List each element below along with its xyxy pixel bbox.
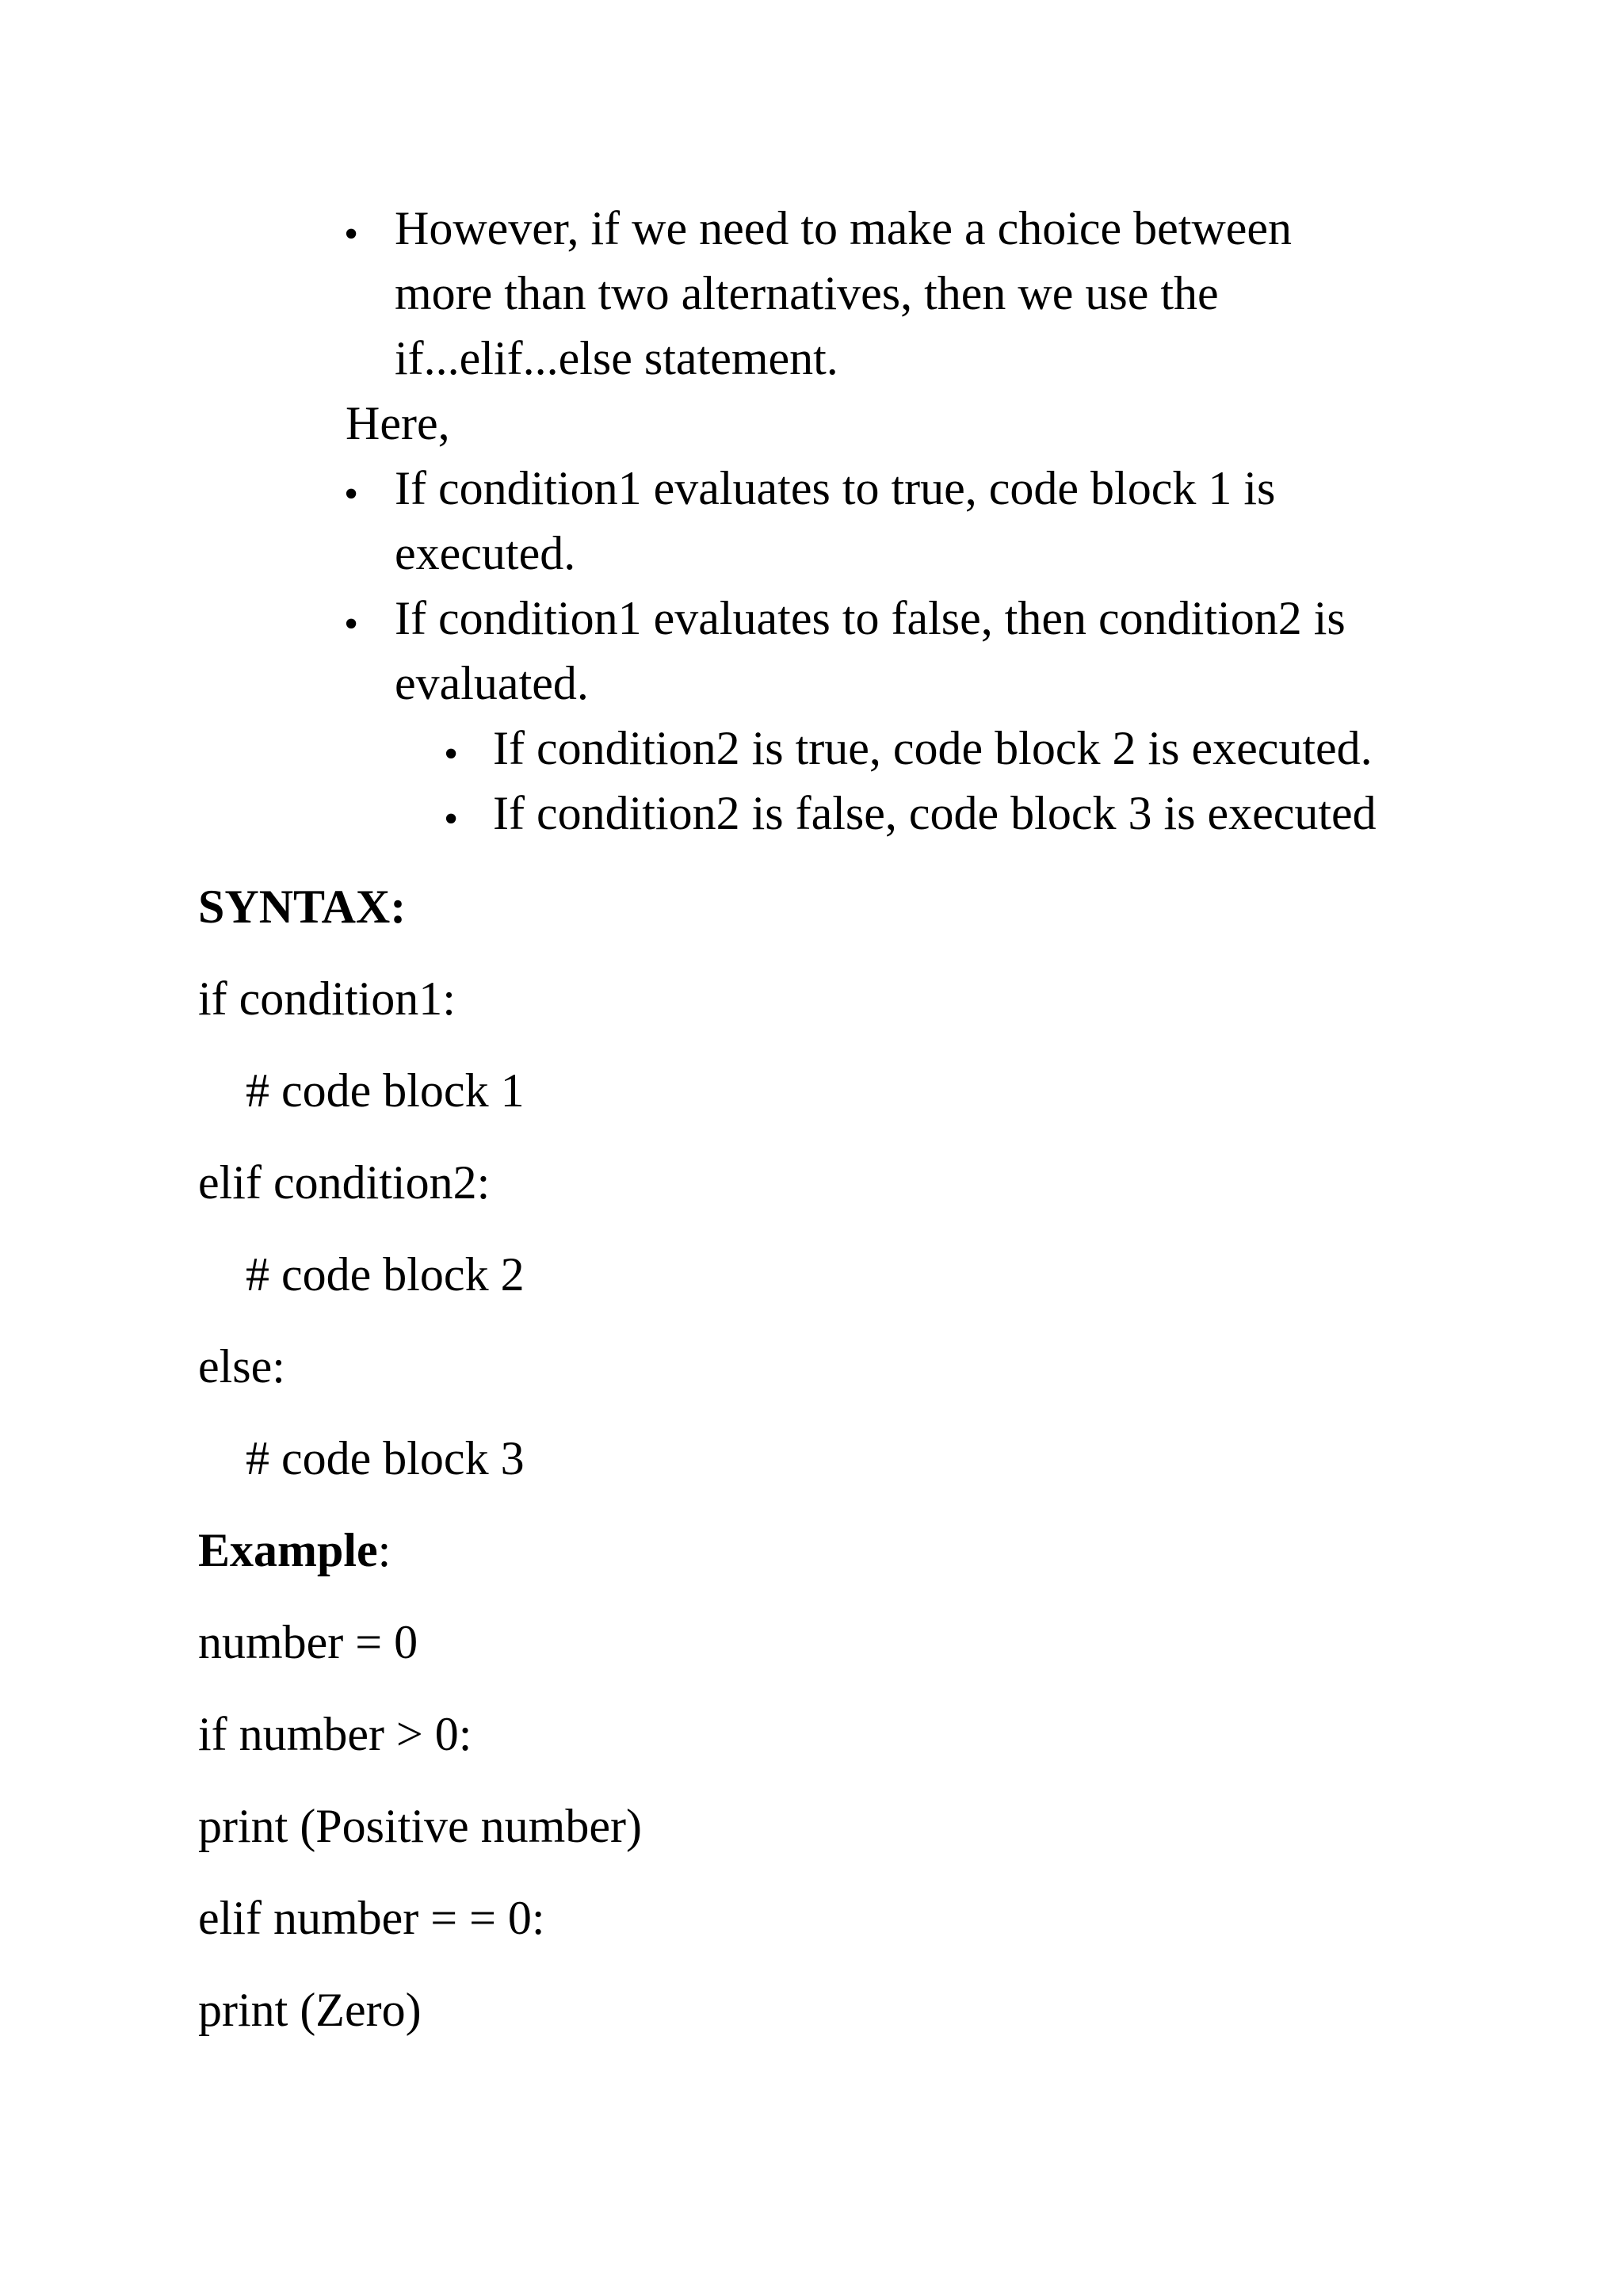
sub-bullet-1: If condition2 is true, code block 2 is executed. <box>493 722 1373 774</box>
syntax-line-2: # code block 1 <box>246 1064 525 1117</box>
here-label: Here, <box>346 397 450 449</box>
example-heading-colon: : <box>377 1524 391 1576</box>
example-heading <box>198 1526 391 1574</box>
syntax-line-3: elif condition2: <box>198 1156 491 1209</box>
syntax-heading: SYNTAX: <box>198 881 407 933</box>
sub-bullet-marker: • <box>444 797 459 842</box>
intro-line-1: However, if we need to make a choice between <box>395 202 1293 254</box>
intro-line-3: if...elif...else statement. <box>395 332 838 384</box>
bullet-1-line-2: executed. <box>395 527 576 579</box>
syntax-line-1: if condition1: <box>198 972 456 1025</box>
example-line-1: number = 0 <box>198 1616 418 1668</box>
syntax-line-5: else: <box>198 1340 285 1392</box>
example-line-4: elif number = = 0: <box>198 1892 545 1944</box>
bullet-2-line-2: evaluated. <box>395 657 589 709</box>
bullet-marker: • <box>344 212 359 257</box>
example-line-2: if number > 0: <box>198 1708 472 1760</box>
syntax-line-4: # code block 2 <box>246 1248 525 1301</box>
example-line-3: print (Positive number) <box>198 1800 642 1852</box>
sub-bullet-marker: • <box>444 732 459 777</box>
bullet-marker: • <box>344 602 359 647</box>
bullet-2-line-1: If condition1 evaluates to false, then condition2 is <box>395 592 1346 644</box>
bullet-marker: • <box>344 472 359 517</box>
example-line-5: print (Zero) <box>198 1984 422 2036</box>
sub-bullet-2: If condition2 is false, code block 3 is executed <box>493 787 1377 839</box>
bullet-1-line-1: If condition1 evaluates to true, code block 1 is <box>395 462 1276 514</box>
intro-line-2: more than two alternatives, then we use the <box>395 267 1219 319</box>
example-heading-text: Example <box>198 1524 378 1576</box>
syntax-line-6: # code block 3 <box>246 1432 525 1484</box>
